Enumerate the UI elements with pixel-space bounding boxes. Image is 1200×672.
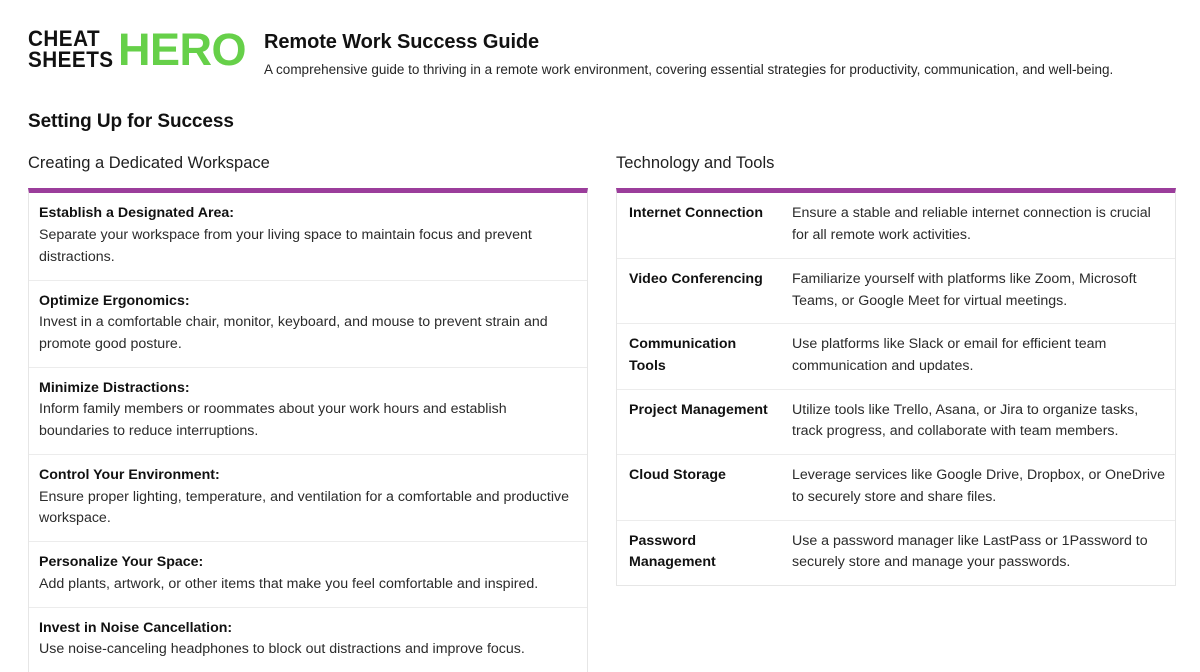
- row-term: Establish a Designated Area:: [39, 205, 235, 222]
- row-description: Leverage services like Google Drive, Dropbox, or OneDrive to securely store and share files.: [780, 455, 1175, 520]
- brand-logo-wordmark: [28, 28, 119, 71]
- page-header: [28, 23, 1176, 84]
- left-table-body: [29, 193, 587, 672]
- table-row: [29, 607, 587, 672]
- row-description: Inform family members or roommates about your work hours and establish boundaries to reduce interruptions.: [39, 401, 507, 440]
- row-description: Ensure proper lighting, temperature, and ventilation for a comfortable and productive workspace.: [39, 488, 569, 527]
- row-term: Personalize Your Space:: [39, 554, 204, 571]
- header-titles: [264, 26, 1176, 80]
- row-term: Communication Tools: [617, 324, 780, 389]
- row-term: Project Management: [617, 389, 780, 454]
- content-columns: [28, 153, 1176, 672]
- row-description: Use a password manager like LastPass or 1Password to securely store and manage your passwords.: [780, 520, 1175, 585]
- table-row: [617, 455, 1175, 520]
- table-row: [29, 454, 587, 541]
- column-heading-left: Creating a Dedicated Workspace: [28, 154, 270, 172]
- table-cell: [29, 454, 587, 541]
- column-creating-a-dedicated-workspace: [28, 153, 588, 672]
- row-description: Familiarize yourself with platforms like Zoom, Microsoft Teams, or Google Meet for virtual meetings.: [780, 258, 1175, 323]
- left-table: [29, 193, 587, 672]
- row-term: Cloud Storage: [617, 455, 780, 520]
- row-term: Internet Connection: [629, 205, 763, 222]
- table-row: [29, 367, 587, 454]
- column-technology-and-tools: [616, 153, 1176, 586]
- table-cell: [29, 607, 587, 672]
- table-row: [29, 280, 587, 367]
- table-cell: [29, 280, 587, 367]
- right-table: [617, 193, 1175, 585]
- table-row: [617, 520, 1175, 585]
- brand-logo: [28, 23, 247, 75]
- row-term: Optimize Ergonomics:: [39, 292, 190, 309]
- row-description: Ensure a stable and reliable internet connection is crucial for all remote work activities.: [792, 205, 1151, 244]
- row-description: Use platforms like Slack or email for efficient team communication and updates.: [780, 324, 1175, 389]
- column-heading-right: Technology and Tools: [616, 154, 775, 172]
- row-description: Utilize tools like Trello, Asana, or Jira to organize tasks, track progress, and collaborate with team members.: [780, 389, 1175, 454]
- page-title: Remote Work Success Guide: [264, 31, 540, 53]
- row-term: Minimize Distractions:: [39, 379, 190, 396]
- brand-logo-line-1: CHEAT: [28, 26, 101, 51]
- table-row: [617, 193, 1175, 258]
- row-term: Password Management: [617, 520, 780, 585]
- row-description: Add plants, artwork, or other items that make you feel comfortable and inspired.: [39, 575, 539, 592]
- table-row: [617, 389, 1175, 454]
- section-heading: Setting Up for Success: [28, 111, 234, 132]
- table-cell: [29, 542, 587, 607]
- row-description: Invest in a comfortable chair, monitor, keyboard, and mouse to prevent strain and promote good posture.: [39, 314, 548, 353]
- right-table-body: [617, 193, 1175, 585]
- row-term: Control Your Environment:: [39, 466, 220, 483]
- table-cell: [29, 193, 587, 280]
- row-term: Invest in Noise Cancellation:: [39, 619, 233, 636]
- row-description: Separate your workspace from your living space to maintain focus and prevent distractions.: [39, 227, 532, 265]
- table-row: [617, 324, 1175, 389]
- brand-logo-line-2: SHEETS: [28, 47, 114, 73]
- row-description: Use noise-canceling headphones to block out distractions and improve focus.: [39, 641, 525, 658]
- row-term: Video Conferencing: [617, 258, 780, 323]
- brand-logo-hero: HERO: [118, 23, 247, 75]
- table-row: [29, 193, 587, 280]
- table-cell: [29, 367, 587, 454]
- table-row: [29, 542, 587, 607]
- left-table-wrapper: [28, 188, 588, 672]
- table-row: [617, 258, 1175, 323]
- page-subtitle: A comprehensive guide to thriving in a remote work environment, covering essential strategies for productivity, communication, and well-being.: [264, 62, 1114, 77]
- right-table-wrapper: [616, 188, 1176, 586]
